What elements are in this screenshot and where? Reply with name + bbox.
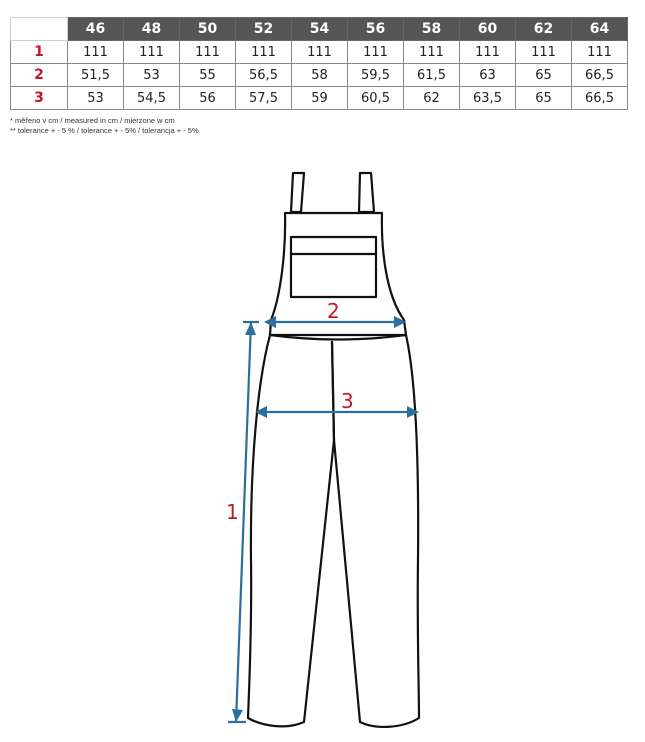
table-cell: 51,5 — [68, 64, 124, 87]
table-cell: 111 — [292, 41, 348, 64]
size-header: 48 — [124, 18, 180, 41]
table-cell: 111 — [236, 41, 292, 64]
table-cell: 66,5 — [572, 64, 628, 87]
table-cell: 53 — [68, 87, 124, 110]
table-cell: 62 — [404, 87, 460, 110]
size-header: 64 — [572, 18, 628, 41]
row-label: 1 — [11, 41, 68, 64]
size-header: 60 — [460, 18, 516, 41]
table-cell: 111 — [404, 41, 460, 64]
dimension-lines — [228, 316, 419, 722]
table-cell: 56,5 — [236, 64, 292, 87]
table-cell: 61,5 — [404, 64, 460, 87]
size-header: 56 — [348, 18, 404, 41]
table-cell: 56 — [180, 87, 236, 110]
table-cell: 63,5 — [460, 87, 516, 110]
size-header: 50 — [180, 18, 236, 41]
table-cell: 111 — [180, 41, 236, 64]
overalls-outline — [248, 173, 419, 727]
table-cell: 59 — [292, 87, 348, 110]
table-cell: 65 — [516, 87, 572, 110]
hip-label: 3 — [341, 389, 354, 413]
size-header: 46 — [68, 18, 124, 41]
table-cell: 58 — [292, 64, 348, 87]
size-header: 62 — [516, 18, 572, 41]
measured-note: * měřeno v cm / measured in cm / mierzone w cm — [10, 116, 175, 125]
tolerance-note: ** tolerance + - 5 % / tolerance + - 5% / tolerancja + - 5% — [10, 126, 199, 135]
size-header: 52 — [236, 18, 292, 41]
size-header: 58 — [404, 18, 460, 41]
table-cell: 63 — [460, 64, 516, 87]
table-cell: 53 — [124, 64, 180, 87]
table-cell: 111 — [124, 41, 180, 64]
table-cell: 54,5 — [124, 87, 180, 110]
table-cell: 111 — [516, 41, 572, 64]
length-top-arrow — [245, 322, 256, 335]
fly-seam — [332, 342, 334, 440]
right-strap — [359, 173, 374, 212]
table-cell: 55 — [180, 64, 236, 87]
size-header: 54 — [292, 18, 348, 41]
row-label: 2 — [11, 64, 68, 87]
table-cell: 111 — [460, 41, 516, 64]
hip-right-arrow — [407, 406, 419, 418]
waist-label: 2 — [327, 299, 340, 323]
left-strap — [291, 173, 304, 212]
row-label: 3 — [11, 87, 68, 110]
length-bottom-arrow — [232, 709, 243, 722]
table-cell: 65 — [516, 64, 572, 87]
table-cell: 111 — [68, 41, 124, 64]
table-cell: 66,5 — [572, 87, 628, 110]
table-cell: 59,5 — [348, 64, 404, 87]
table-cell: 111 — [572, 41, 628, 64]
table-cell: 111 — [348, 41, 404, 64]
left-leg — [248, 335, 334, 726]
length-label: 1 — [226, 500, 239, 524]
table-cell: 57,5 — [236, 87, 292, 110]
table-cell: 60,5 — [348, 87, 404, 110]
